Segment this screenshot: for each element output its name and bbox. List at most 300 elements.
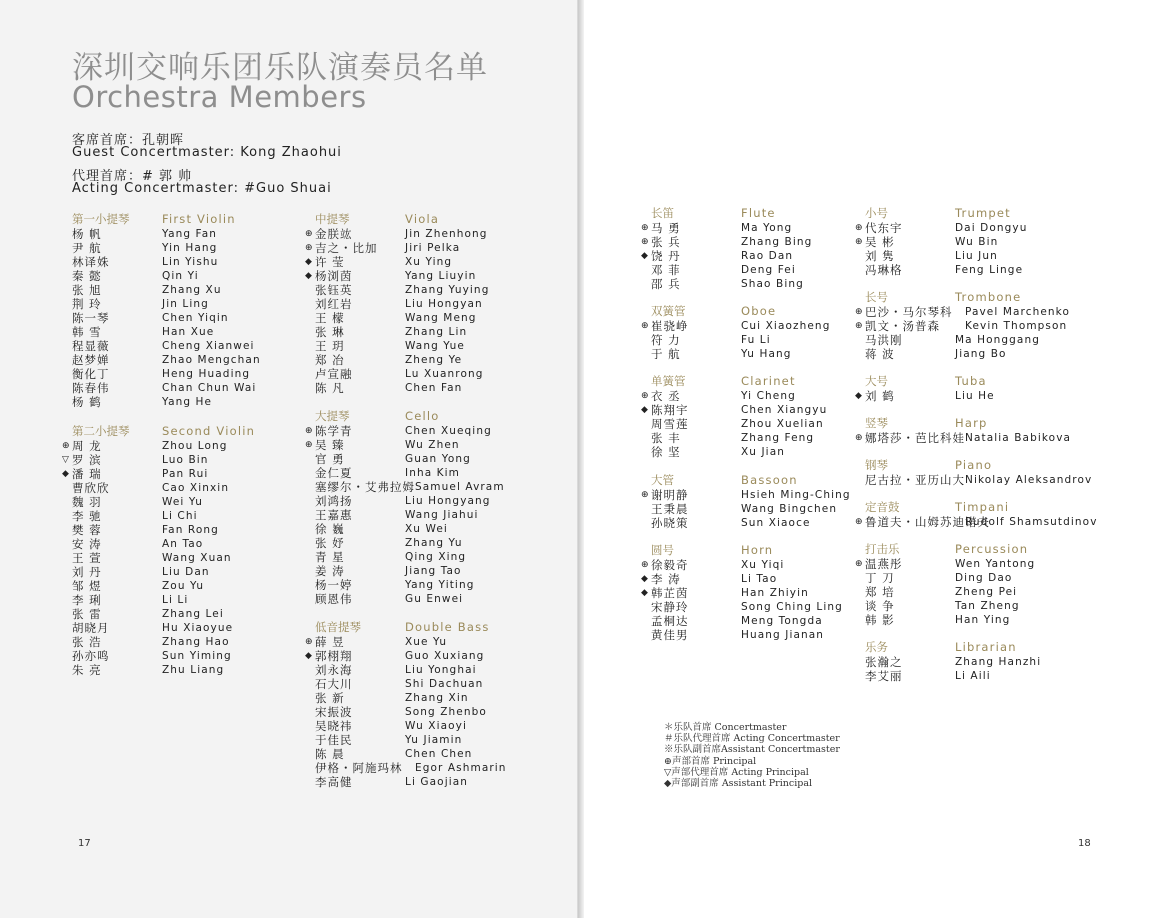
member-row: [855, 319, 1070, 333]
section-title-zh: 大提琴: [315, 409, 350, 423]
member-name-en: Luo Bin: [162, 454, 209, 466]
role-mark: [855, 333, 865, 347]
member-name-en: Li Aili: [955, 670, 991, 682]
section-title-en: Double Bass: [405, 620, 490, 634]
role-mark: ⊕: [62, 441, 70, 451]
role-mark: [62, 353, 72, 367]
section-oboe: [641, 304, 830, 361]
member-name-zh: 周 龙: [72, 439, 102, 453]
role-mark: ⊕: [641, 490, 649, 500]
member-name-en: Chen Xiangyu: [741, 404, 828, 416]
member-name-en: Hsieh Ming-Ching: [741, 489, 851, 501]
member-row: [855, 515, 1098, 529]
member-row: [62, 311, 261, 325]
member-row: [305, 438, 505, 452]
member-name-en: Zheng Pei: [955, 586, 1018, 598]
role-mark: [305, 733, 315, 747]
member-name-zh: 吴晓祎: [315, 719, 353, 733]
member-name-en: Liu He: [955, 390, 995, 402]
member-name-en: Samuel Avram: [415, 481, 505, 493]
member-name-zh: 陈翔宇: [651, 403, 689, 417]
member-name-en: Cao Xinxin: [162, 482, 230, 494]
member-name-zh: 邓 菲: [651, 263, 681, 277]
guest-concertmaster-en: Guest Concertmaster: Kong Zhaohui: [72, 145, 342, 160]
role-mark: [305, 761, 315, 775]
member-name-zh: 潘 瑞: [72, 467, 102, 481]
member-name-zh: 王秉晨: [651, 502, 689, 516]
member-name-zh: 杨一婷: [315, 578, 353, 592]
member-name-en: Rao Dan: [741, 250, 794, 262]
section-title-zh: 中提琴: [315, 212, 350, 226]
member-name-zh: 罗 滨: [72, 453, 102, 467]
member-name-en: Tan Zheng: [955, 600, 1020, 612]
member-row: [855, 333, 1070, 347]
member-name-zh: 伊格・阿施玛林: [315, 761, 403, 775]
role-mark: [641, 502, 651, 516]
role-mark: [305, 775, 315, 789]
member-name-zh: 邵 兵: [651, 277, 681, 291]
member-row: [855, 305, 1070, 319]
member-name-en: Zhang Lei: [162, 608, 224, 620]
section-title-zh: 长笛: [651, 206, 674, 220]
section-title-zh: 长号: [865, 290, 888, 304]
member-name-en: Wu Bin: [955, 236, 999, 248]
legend-item: ＃乐队代理首席 Acting Concertmaster: [664, 733, 840, 745]
role-mark: ⊕: [305, 426, 313, 436]
section-title-en: Harp: [955, 416, 988, 430]
member-name-zh: 崔骁峥: [651, 319, 689, 333]
member-name-en: Li Li: [162, 594, 189, 606]
member-name-en: Jin Ling: [162, 298, 209, 310]
member-row: [62, 353, 261, 367]
member-name-en: Wei Yu: [162, 496, 203, 508]
member-row: [305, 761, 507, 775]
member-row: [62, 325, 261, 339]
member-name-zh: 樊 蓉: [72, 523, 102, 537]
member-name-zh: 胡晓月: [72, 621, 110, 635]
member-row: [641, 614, 843, 628]
role-mark: [62, 565, 72, 579]
member-name-en: Qing Xing: [405, 551, 467, 563]
member-name-zh: 秦 懿: [72, 269, 102, 283]
member-row: [855, 669, 1041, 683]
member-name-en: Cheng Xianwei: [162, 340, 255, 352]
member-row: [305, 691, 507, 705]
member-name-en: Yang Fan: [162, 228, 218, 240]
member-name-zh: 塞缪尔・艾弗拉姆: [315, 480, 415, 494]
role-mark: [305, 578, 315, 592]
role-mark: [62, 523, 72, 537]
member-row: [855, 347, 1070, 361]
member-row: [305, 255, 489, 269]
member-name-zh: 韩芷茵: [651, 586, 689, 600]
member-row: [305, 339, 489, 353]
member-name-zh: 安 涛: [72, 537, 102, 551]
role-mark: [62, 241, 72, 255]
section-flute: [641, 206, 812, 291]
member-row: [305, 775, 507, 789]
member-row: [641, 628, 843, 642]
role-mark: ◆: [62, 469, 69, 479]
member-row: [62, 537, 255, 551]
member-name-zh: 曹欣欣: [72, 481, 110, 495]
section-title-zh: 乐务: [865, 640, 888, 654]
member-name-zh: 姜 涛: [315, 564, 345, 578]
member-row: [641, 586, 843, 600]
page-title-en: Orchestra Members: [72, 80, 367, 114]
role-mark: [62, 395, 72, 409]
role-mark: ⊕: [305, 243, 313, 253]
member-name-zh: 吴 彬: [865, 235, 895, 249]
section-bassoon: [641, 473, 851, 530]
member-row: [305, 677, 507, 691]
member-name-zh: 陈 晨: [315, 747, 345, 761]
role-mark: [62, 621, 72, 635]
section-header: [855, 206, 1027, 220]
member-row: [62, 283, 261, 297]
member-name-en: Zhang Hao: [162, 636, 230, 648]
member-name-en: Ma Yong: [741, 222, 793, 234]
member-name-en: Fu Li: [741, 334, 771, 346]
role-mark: [641, 277, 651, 291]
member-name-en: Chan Chun Wai: [162, 382, 257, 394]
member-name-en: Ding Dao: [955, 572, 1013, 584]
member-row: [62, 381, 261, 395]
legend-item: ▽声部代理首席 Acting Principal: [664, 766, 809, 778]
role-mark: [62, 495, 72, 509]
member-name-en: Sun Yiming: [162, 650, 232, 662]
member-name-zh: 刘鸿扬: [315, 494, 353, 508]
role-mark: [855, 263, 865, 277]
member-name-zh: 张 旭: [72, 283, 102, 297]
section-title-zh: 第一小提琴: [72, 212, 130, 226]
role-mark: ⊕: [641, 237, 649, 247]
member-name-en: Meng Tongda: [741, 615, 823, 627]
member-name-zh: 马洪刚: [865, 333, 903, 347]
member-name-en: Yi Cheng: [741, 390, 796, 402]
member-name-en: Yang He: [162, 396, 213, 408]
role-mark: [305, 691, 315, 705]
member-name-en: Yu Hang: [741, 348, 792, 360]
section-title-zh: 大管: [651, 473, 674, 487]
member-name-en: Zheng Ye: [405, 354, 463, 366]
role-mark: [855, 571, 865, 585]
member-name-zh: 于佳民: [315, 733, 353, 747]
member-row: [641, 333, 830, 347]
member-row: [855, 389, 995, 403]
member-name-en: Xue Yu: [405, 636, 448, 648]
member-row: [62, 495, 255, 509]
role-mark: ⊕: [855, 559, 863, 569]
member-name-en: Sun Xiaoce: [741, 517, 811, 529]
role-mark: [305, 522, 315, 536]
member-row: [305, 241, 489, 255]
section-header: [641, 543, 843, 557]
section-double-bass: [305, 620, 507, 789]
member-name-en: Chen Chen: [405, 748, 473, 760]
member-name-zh: 薛 昱: [315, 635, 345, 649]
member-name-zh: 张 新: [315, 691, 345, 705]
member-name-en: Feng Linge: [955, 264, 1024, 276]
member-name-zh: 杨 鹤: [72, 395, 102, 409]
role-mark: [305, 508, 315, 522]
member-name-en: Gu Enwei: [405, 593, 464, 605]
section-title-zh: 竖琴: [865, 416, 888, 430]
role-mark: [641, 347, 651, 361]
member-name-en: Zhang Xin: [405, 692, 469, 704]
member-name-zh: 张 雷: [72, 607, 102, 621]
member-name-zh: 张 浩: [72, 635, 102, 649]
member-name-en: Xu Yiqi: [741, 559, 785, 571]
member-row: [62, 255, 261, 269]
member-name-en: Wang Meng: [405, 312, 477, 324]
role-mark: [641, 516, 651, 530]
member-row: [641, 572, 843, 586]
member-name-en: Kevin Thompson: [965, 320, 1068, 332]
member-row: [62, 509, 255, 523]
member-row: [62, 649, 255, 663]
member-name-en: Shao Bing: [741, 278, 804, 290]
role-mark: ◆: [305, 651, 312, 661]
section-first-violin: [62, 212, 261, 409]
member-name-en: Dai Dongyu: [955, 222, 1028, 234]
member-name-en: Xu Jian: [741, 446, 785, 458]
member-name-en: Li Tao: [741, 573, 778, 585]
member-name-zh: 黄佳男: [651, 628, 689, 642]
section-header: [855, 500, 1098, 514]
member-name-zh: 郑 培: [865, 585, 895, 599]
member-name-zh: 吉之・比加: [315, 241, 378, 255]
member-name-zh: 林译姝: [72, 255, 110, 269]
section-second-violin: [62, 424, 255, 677]
section-piano: [855, 458, 1092, 487]
member-name-zh: 刘永海: [315, 663, 353, 677]
member-name-en: Zhou Xuelian: [741, 418, 824, 430]
member-name-zh: 吴 臻: [315, 438, 345, 452]
member-name-zh: 温燕彤: [865, 557, 903, 571]
member-name-en: Yu Jiamin: [405, 734, 463, 746]
role-mark: ⊕: [305, 637, 313, 647]
role-mark: [641, 614, 651, 628]
legend-item: ＊乐队首席 Concertmaster: [664, 722, 787, 733]
member-name-zh: 张 兵: [651, 235, 681, 249]
member-row: [855, 431, 1071, 445]
member-row: [62, 241, 261, 255]
member-row: [855, 557, 1035, 571]
member-row: [855, 221, 1027, 235]
member-name-en: Liu Hongyan: [405, 298, 483, 310]
section-title-zh: 单簧管: [651, 374, 686, 388]
role-mark: [62, 367, 72, 381]
member-row: [641, 600, 843, 614]
page-number-left: 17: [78, 838, 91, 849]
section-viola: [305, 212, 489, 395]
acting-concertmaster-zh: 代理首席：# 郭 帅: [72, 169, 193, 184]
member-name-en: Wen Yantong: [955, 558, 1036, 570]
member-name-en: Zhang Yu: [405, 537, 463, 549]
member-name-zh: 徐 坚: [651, 445, 681, 459]
role-mark: [305, 663, 315, 677]
role-mark: ◆: [641, 405, 648, 415]
section-header: [855, 640, 1041, 654]
member-name-zh: 孙晓策: [651, 516, 689, 530]
member-name-en: Nikolay Aleksandrov: [965, 474, 1093, 486]
member-row: [305, 635, 507, 649]
role-mark: [305, 536, 315, 550]
member-row: [62, 467, 255, 481]
member-row: [305, 649, 507, 663]
member-row: [305, 536, 505, 550]
legend-item: ※乐队副首席Assistant Concertmaster: [664, 744, 840, 756]
section-header: [641, 304, 830, 318]
role-mark: ◆: [641, 574, 648, 584]
member-name-en: Yang Liuyin: [405, 270, 477, 282]
member-name-en: Rudolf Shamsutdinov: [965, 516, 1098, 528]
member-row: [305, 227, 489, 241]
member-name-zh: 韩 雪: [72, 325, 102, 339]
section-header: [305, 620, 507, 634]
member-name-en: Liu Dan: [162, 566, 210, 578]
member-name-zh: 孟桐达: [651, 614, 689, 628]
member-name-zh: 陈 凡: [315, 381, 345, 395]
section-header: [855, 458, 1092, 472]
member-name-en: Wu Zhen: [405, 439, 460, 451]
role-mark: ◆: [305, 271, 312, 281]
member-row: [855, 249, 1027, 263]
member-row: [62, 481, 255, 495]
member-row: [305, 353, 489, 367]
member-name-en: Song Zhenbo: [405, 706, 487, 718]
member-row: [641, 516, 851, 530]
member-row: [305, 381, 489, 395]
section-title-en: Horn: [741, 543, 774, 557]
role-mark: ⊕: [305, 440, 313, 450]
member-row: [305, 592, 505, 606]
role-mark: [62, 381, 72, 395]
role-mark: ⊕: [641, 321, 649, 331]
role-mark: [641, 333, 651, 347]
member-name-en: Guan Yong: [405, 453, 471, 465]
role-mark: [62, 255, 72, 269]
member-name-en: Liu Hongyang: [405, 495, 491, 507]
member-row: [305, 747, 507, 761]
role-mark: [62, 509, 72, 523]
member-name-zh: 李 涛: [651, 572, 681, 586]
member-name-zh: 于 航: [651, 347, 681, 361]
member-name-zh: 刘红岩: [315, 297, 353, 311]
member-name-zh: 官 勇: [315, 452, 345, 466]
member-name-zh: 刘 鹤: [865, 389, 895, 403]
legend: [664, 722, 840, 789]
role-mark: [62, 551, 72, 565]
role-mark: [62, 649, 72, 663]
section-title-en: Trombone: [955, 290, 1022, 304]
member-name-zh: 王 萱: [72, 551, 102, 565]
section-title-zh: 小号: [865, 206, 888, 220]
member-row: [62, 663, 255, 677]
member-row: [641, 235, 812, 249]
role-mark: [62, 339, 72, 353]
member-row: [305, 564, 505, 578]
member-row: [62, 551, 255, 565]
member-row: [855, 599, 1035, 613]
role-mark: [305, 297, 315, 311]
member-row: [305, 522, 505, 536]
member-row: [305, 367, 489, 381]
section-header: [855, 542, 1035, 556]
member-name-zh: 谢明静: [651, 488, 689, 502]
member-name-zh: 程显薇: [72, 339, 110, 353]
member-name-en: Zhang Xu: [162, 284, 222, 296]
member-row: [641, 488, 851, 502]
member-row: [305, 494, 505, 508]
member-name-en: Chen Yiqin: [162, 312, 229, 324]
member-row: [62, 579, 255, 593]
member-row: [62, 453, 255, 467]
member-name-zh: 张瀚之: [865, 655, 903, 669]
member-name-zh: 杨 帆: [72, 227, 102, 241]
section-title-en: Percussion: [955, 542, 1029, 556]
member-name-zh: 宋振波: [315, 705, 353, 719]
member-name-zh: 尼古拉・亚历山大: [865, 473, 965, 487]
section-percussion: [855, 542, 1035, 627]
role-mark: [62, 283, 72, 297]
member-name-zh: 青 星: [315, 550, 345, 564]
member-name-en: Zhang Yuying: [405, 284, 490, 296]
member-row: [62, 339, 261, 353]
member-name-zh: 周雪莲: [651, 417, 689, 431]
role-mark: [855, 669, 865, 683]
member-name-en: Jiang Tao: [405, 565, 462, 577]
member-name-en: Xu Wei: [405, 523, 448, 535]
member-name-zh: 娜塔莎・芭比科娃: [865, 431, 965, 445]
role-mark: [62, 311, 72, 325]
role-mark: [62, 579, 72, 593]
member-row: [855, 235, 1027, 249]
role-mark: [305, 480, 315, 494]
member-name-zh: 邹 煜: [72, 579, 102, 593]
role-mark: ⊕: [641, 560, 649, 570]
role-mark: [855, 655, 865, 669]
member-name-en: Zhu Liang: [162, 664, 225, 676]
section-title-en: First Violin: [162, 212, 236, 226]
member-name-zh: 李 琍: [72, 593, 102, 607]
member-row: [305, 452, 505, 466]
member-row: [641, 417, 827, 431]
acting-concertmaster-en: Acting Concertmaster: #Guo Shuai: [72, 181, 332, 196]
role-mark: [62, 537, 72, 551]
role-mark: ⊕: [855, 433, 863, 443]
member-row: [641, 249, 812, 263]
member-name-zh: 顾恩伟: [315, 592, 353, 606]
member-name-zh: 刘 隽: [865, 249, 895, 263]
member-row: [855, 263, 1027, 277]
member-row: [305, 578, 505, 592]
role-mark: ⊕: [855, 237, 863, 247]
section-title-en: Trumpet: [955, 206, 1011, 220]
member-name-zh: 郑 冶: [315, 353, 345, 367]
section-title-zh: 定音鼓: [865, 500, 900, 514]
role-mark: [855, 347, 865, 361]
member-name-en: Guo Xuxiang: [405, 650, 485, 662]
section-harp: [855, 416, 1071, 445]
member-name-zh: 蒋 波: [865, 347, 895, 361]
member-row: [305, 311, 489, 325]
member-name-zh: 李 驰: [72, 509, 102, 523]
member-row: [62, 439, 255, 453]
role-mark: [305, 311, 315, 325]
member-name-en: Zhang Lin: [405, 326, 468, 338]
